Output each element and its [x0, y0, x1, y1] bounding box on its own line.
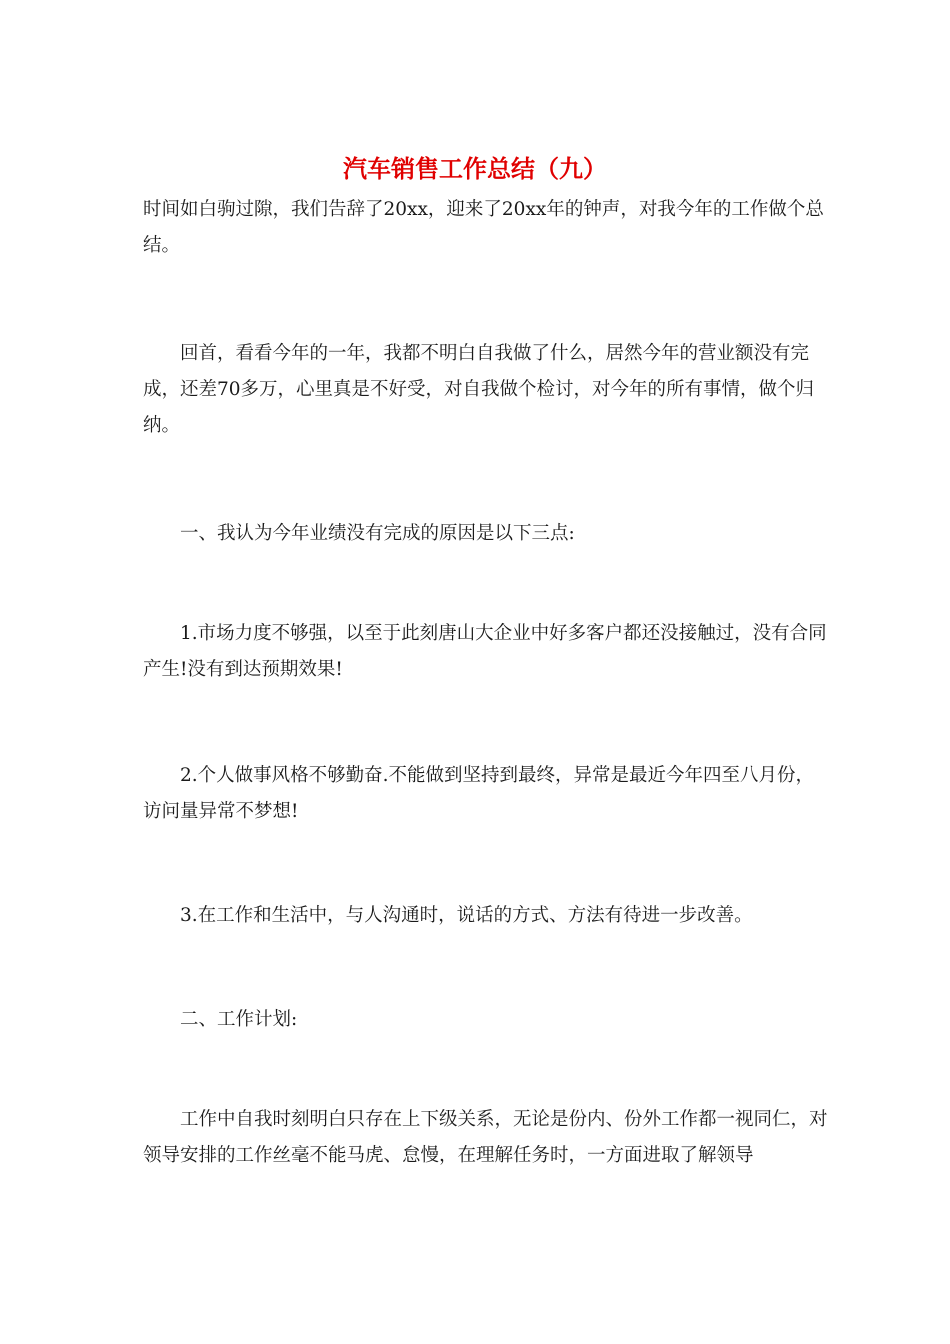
paragraph-intro: 时间如白驹过隙，我们告辞了20xx，迎来了20xx年的钟声，对我今年的工作做个总结。	[143, 199, 824, 256]
paragraph-work-plan: 工作中自我时刻明白只存在上下级关系，无论是份内、份外工作都一视同仁，对领导安排的工作丝毫不能马虎、怠慢，在理解任务时，一方面进取了解领导	[143, 1109, 828, 1166]
paragraph-reason-1: 1.市场力度不够强，以至于此刻唐山大企业中好多客户都还没接触过，没有合同产生!没有到达预期效果!	[143, 623, 827, 680]
paragraph-reason-2: 2.个人做事风格不够勤奋.不能做到坚持到最终，异常是最近今年四至八月份，访问量异常不梦想!	[143, 765, 815, 822]
paragraph-reason-3: 3.在工作和生活中，与人沟通时，说话的方式、方法有待进一步改善。	[180, 905, 753, 926]
heading-reasons: 一、我认为今年业绩没有完成的原因是以下三点:	[180, 523, 575, 544]
heading-work-plan: 二、工作计划:	[180, 1009, 298, 1030]
document-title: 汽车销售工作总结（九）	[343, 155, 607, 183]
paragraph-review: 回首，看看今年的一年，我都不明白自我做了什么，居然今年的营业额没有完成，还差70多万，心里真是不好受，对自我做个检讨，对今年的所有事情，做个归纳。	[143, 343, 815, 436]
